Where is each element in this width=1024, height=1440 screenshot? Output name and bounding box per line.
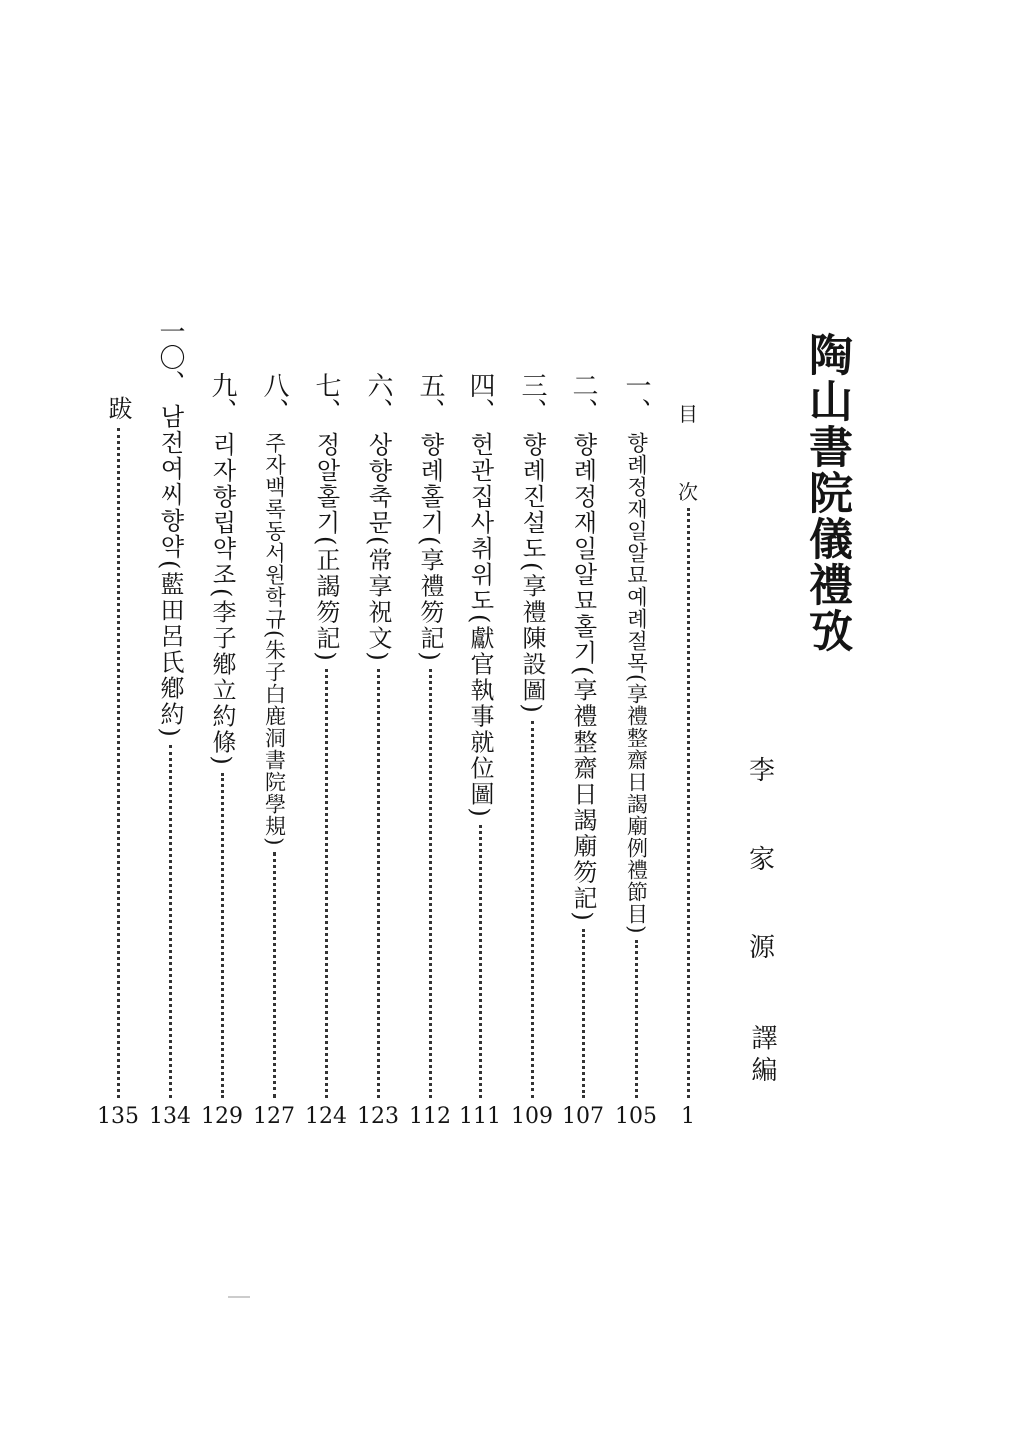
dot-leader: [169, 745, 172, 1098]
toc-entry-8[interactable]: [254, 372, 294, 1128]
toc-entry-10[interactable]: [150, 318, 190, 1128]
toc-entry-1[interactable]: [616, 372, 656, 1128]
toc-entry-4[interactable]: [460, 372, 500, 1128]
toc-entry-number: 五、: [415, 372, 445, 424]
toc-entry-page: 109: [511, 1104, 553, 1129]
toc-entry-label: 헌관집사취위도(獻官執事就位圖): [466, 432, 494, 819]
book-title: 陶山書院儀禮攷: [801, 332, 852, 654]
dot-leader: [273, 852, 276, 1098]
toc-entry-label: 跋: [104, 396, 132, 422]
toc-entry-number: 一〇、: [155, 318, 185, 396]
toc-entry-page: 105: [615, 1104, 657, 1129]
toc-entry-page: 129: [201, 1104, 243, 1129]
toc-entry-label: 리자향립약조(李子鄕立約條): [208, 432, 236, 767]
toc-entry-label: 향례정재일알묘예례절목(享禮整齋日謁廟例禮節目): [624, 432, 649, 935]
toc-entry-3[interactable]: [512, 372, 552, 1128]
toc-entry-number: 八、: [259, 372, 289, 424]
toc-entry-page: 124: [305, 1104, 347, 1129]
contents-heading-page: 1: [681, 1104, 695, 1129]
toc-entry-number: 一、: [621, 372, 651, 424]
toc-entry-5[interactable]: [410, 372, 450, 1128]
dot-leader: [531, 721, 534, 1098]
toc-entry-number: 四、: [465, 372, 495, 424]
author-credit: [740, 758, 784, 1088]
toc-entry-page: 112: [409, 1104, 451, 1129]
toc-entry-label: 남전여씨향약(藍田呂氏鄕約): [156, 404, 184, 739]
dot-leader: [635, 940, 638, 1098]
contents-heading-char: 次: [678, 480, 698, 504]
dot-leader: [687, 508, 690, 1098]
toc-entry-number: 六、: [363, 372, 393, 424]
dot-leader: [479, 825, 482, 1098]
dot-leader: [221, 773, 224, 1098]
toc-entry-9[interactable]: [202, 372, 242, 1128]
toc-entry-page: 134: [149, 1104, 191, 1129]
author-name-char: 李: [748, 756, 775, 786]
toc-entry-afterword[interactable]: [98, 396, 138, 1128]
dot-leader: [582, 929, 585, 1098]
contents-heading-char: 目: [678, 402, 698, 426]
toc-entry-label: 향례정재일알묘홀기(享禮整齋日謁廟笏記): [569, 432, 597, 923]
toc-entry-label: 주자백록동서원학규(朱子白鹿洞書院學規): [262, 432, 287, 847]
toc-entry-number: 三、: [517, 372, 547, 424]
dot-leader: [325, 669, 328, 1098]
toc-entry-7[interactable]: [306, 372, 346, 1128]
dot-leader: [429, 669, 432, 1098]
scan-speck: [228, 1296, 250, 1298]
toc-entry-number: 九、: [207, 372, 237, 424]
toc-entry-label: 향례진설도(享禮陳設圖): [518, 432, 546, 715]
author-role: 譯編: [747, 1023, 777, 1088]
toc-entry-number: 七、: [311, 372, 341, 424]
toc-entry-label: 향례홀기(享禮笏記): [416, 432, 444, 663]
toc-entry-page: 135: [97, 1104, 139, 1129]
toc-entry-page: 127: [253, 1104, 295, 1129]
toc-entry-page: 107: [562, 1104, 604, 1129]
dot-leader: [377, 669, 380, 1098]
contents-heading: [668, 404, 708, 1128]
dot-leader: [117, 428, 120, 1098]
toc-entry-6[interactable]: [358, 372, 398, 1128]
author-name-char: 源: [748, 933, 775, 964]
toc-entry-label: 상향축문(常享祝文): [364, 432, 392, 663]
toc-entry-number: 二、: [568, 372, 598, 424]
author-name-char: 家: [748, 844, 775, 875]
toc-entry-2[interactable]: [563, 372, 603, 1128]
toc-entry-page: 123: [357, 1104, 399, 1129]
toc-entry-label: 정알홀기(正謁笏記): [312, 432, 340, 663]
toc-entry-page: 111: [459, 1104, 501, 1129]
